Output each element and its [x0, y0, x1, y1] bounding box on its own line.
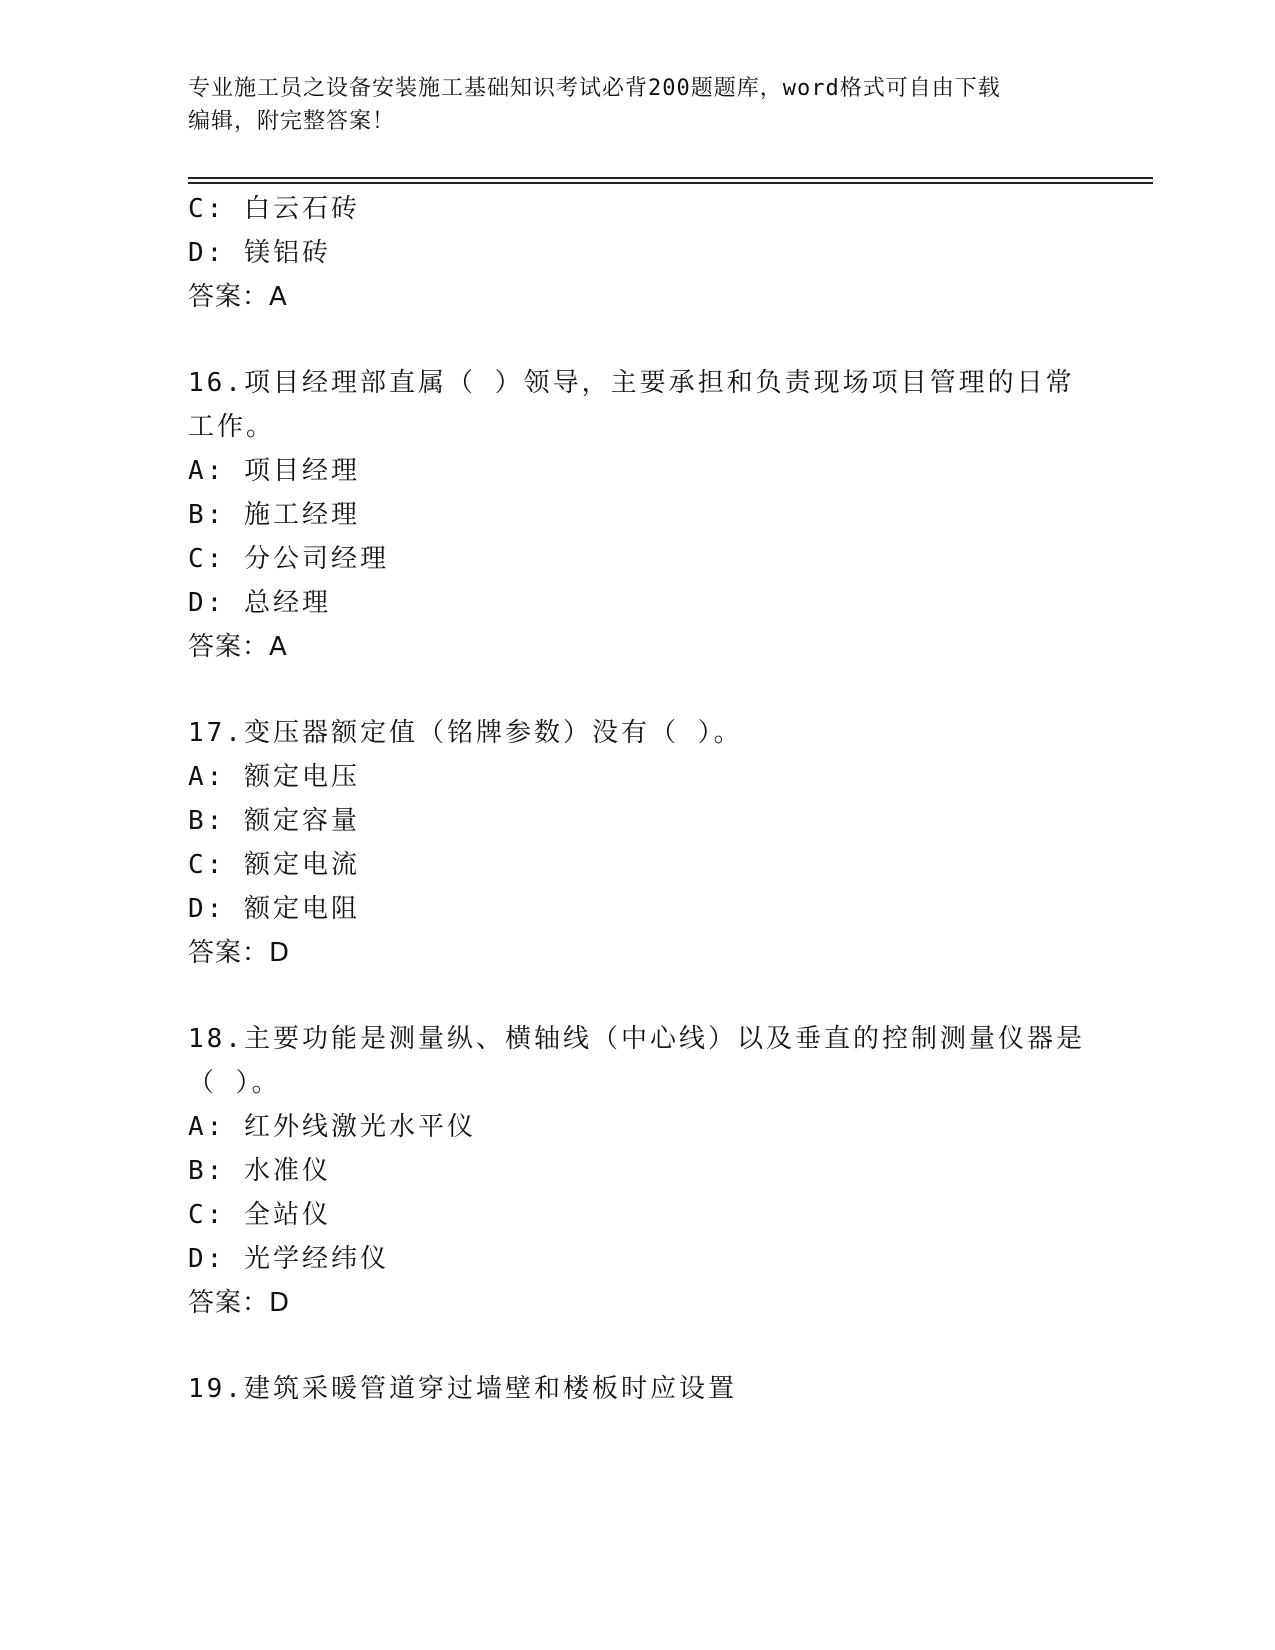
- q18-option-d: D: 光学经纬仪: [188, 1244, 389, 1274]
- q15-option-c: C: 白云石砖: [188, 194, 360, 224]
- q18-option-c: C: 全站仪: [188, 1200, 331, 1230]
- q17-option-a: A: 额定电压: [188, 762, 360, 792]
- q18-stem-line-1: 18.主要功能是测量纵、横轴线（中心线）以及垂直的控制测量仪器是: [188, 1024, 1085, 1054]
- q16-option-d: D: 总经理: [188, 588, 331, 618]
- q16-stem-line-1: 16.项目经理部直属（ ）领导，主要承担和负责现场项目管理的日常: [188, 368, 1075, 398]
- q18-answer: 答案：D: [188, 1288, 291, 1318]
- q17-stem-line-1: 17.变压器额定值（铭牌参数）没有（ ）。: [188, 718, 743, 748]
- header-title-line-1: 专业施工员之设备安装施工基础知识考试必背200题题库，word格式可自由下载: [188, 76, 1001, 101]
- header-title-line-2: 编辑，附完整答案！: [188, 109, 396, 134]
- q18-stem-line-2: （ ）。: [188, 1068, 281, 1098]
- q17-answer: 答案：D: [188, 938, 291, 968]
- q15-option-d: D: 镁铝砖: [188, 238, 331, 268]
- q16-answer: 答案：A: [188, 632, 288, 662]
- q16-stem-line-2: 工作。: [188, 412, 276, 442]
- q18-option-a: A: 红外线激光水平仪: [188, 1112, 476, 1142]
- q18-option-b: B: 水准仪: [188, 1156, 331, 1186]
- q16-option-a: A: 项目经理: [188, 456, 360, 486]
- q17-option-c: C: 额定电流: [188, 850, 360, 880]
- header-divider-bottom: [188, 182, 1153, 184]
- q15-answer: 答案：A: [188, 282, 288, 312]
- header-divider-top: [188, 177, 1153, 179]
- q16-option-b: B: 施工经理: [188, 500, 360, 530]
- q19-stem-line-1: 19.建筑采暖管道穿过墙壁和楼板时应设置: [188, 1374, 737, 1404]
- q17-option-d: D: 额定电阻: [188, 894, 360, 924]
- document-header: [188, 72, 1068, 138]
- q16-option-c: C: 分公司经理: [188, 544, 389, 574]
- q17-option-b: B: 额定容量: [188, 806, 360, 836]
